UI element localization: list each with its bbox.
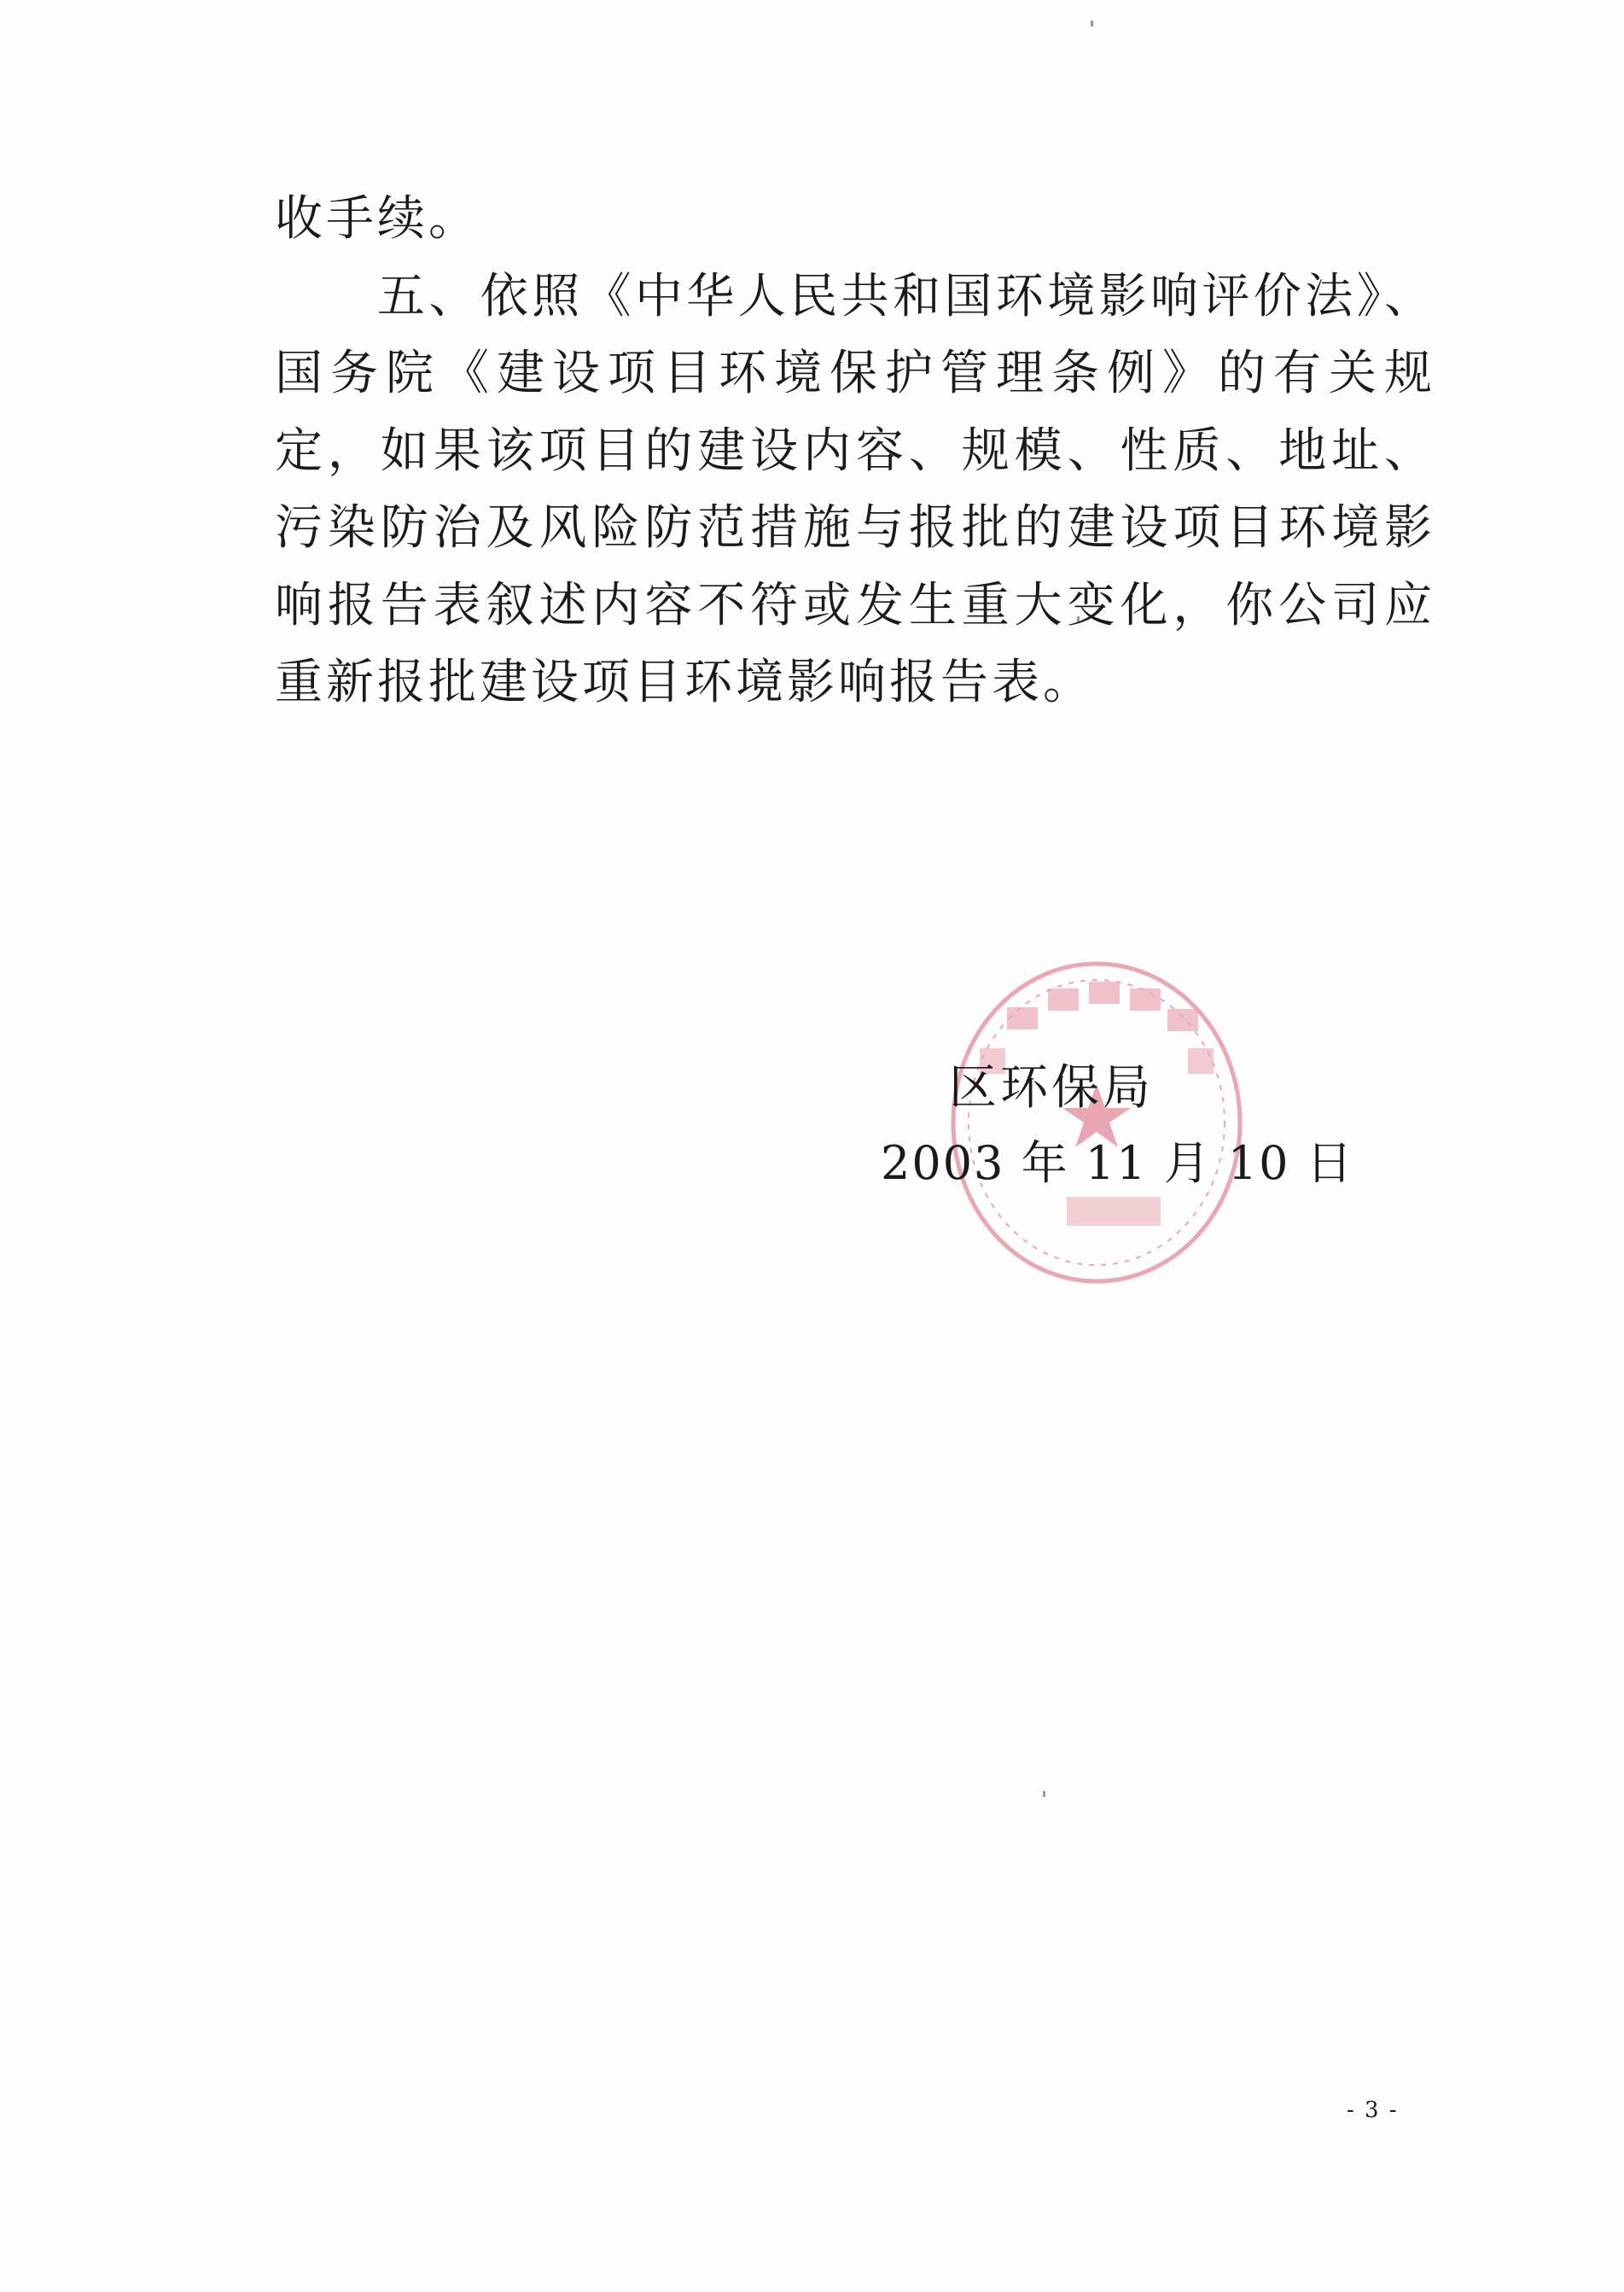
signature-date: 2003 年 11 月 10 日: [881, 1136, 1354, 1190]
paragraph-five: 五、依照《中华人民共和国环境影响评价法》、国务院《建设项目环境保护管理条例》的有关规定，如果该项目的建设内容、规模、性质、地址、污染防治及风险防范措施与报批的建设项目环境影响报告表叙述内容不符或发生重大变化，你公司应重新报批建设项目环境影响报告表。: [275, 268, 1435, 710]
scan-speck: [1043, 1791, 1045, 1797]
body-text: [275, 181, 1435, 722]
paragraph-continuation: 收手续。: [275, 191, 480, 247]
scan-speck: [1091, 20, 1093, 26]
page-number: - 3 -: [1347, 2097, 1399, 2123]
official-seal-stamp: [947, 956, 1246, 1289]
signature-office: 区环保局: [949, 1060, 1154, 1116]
